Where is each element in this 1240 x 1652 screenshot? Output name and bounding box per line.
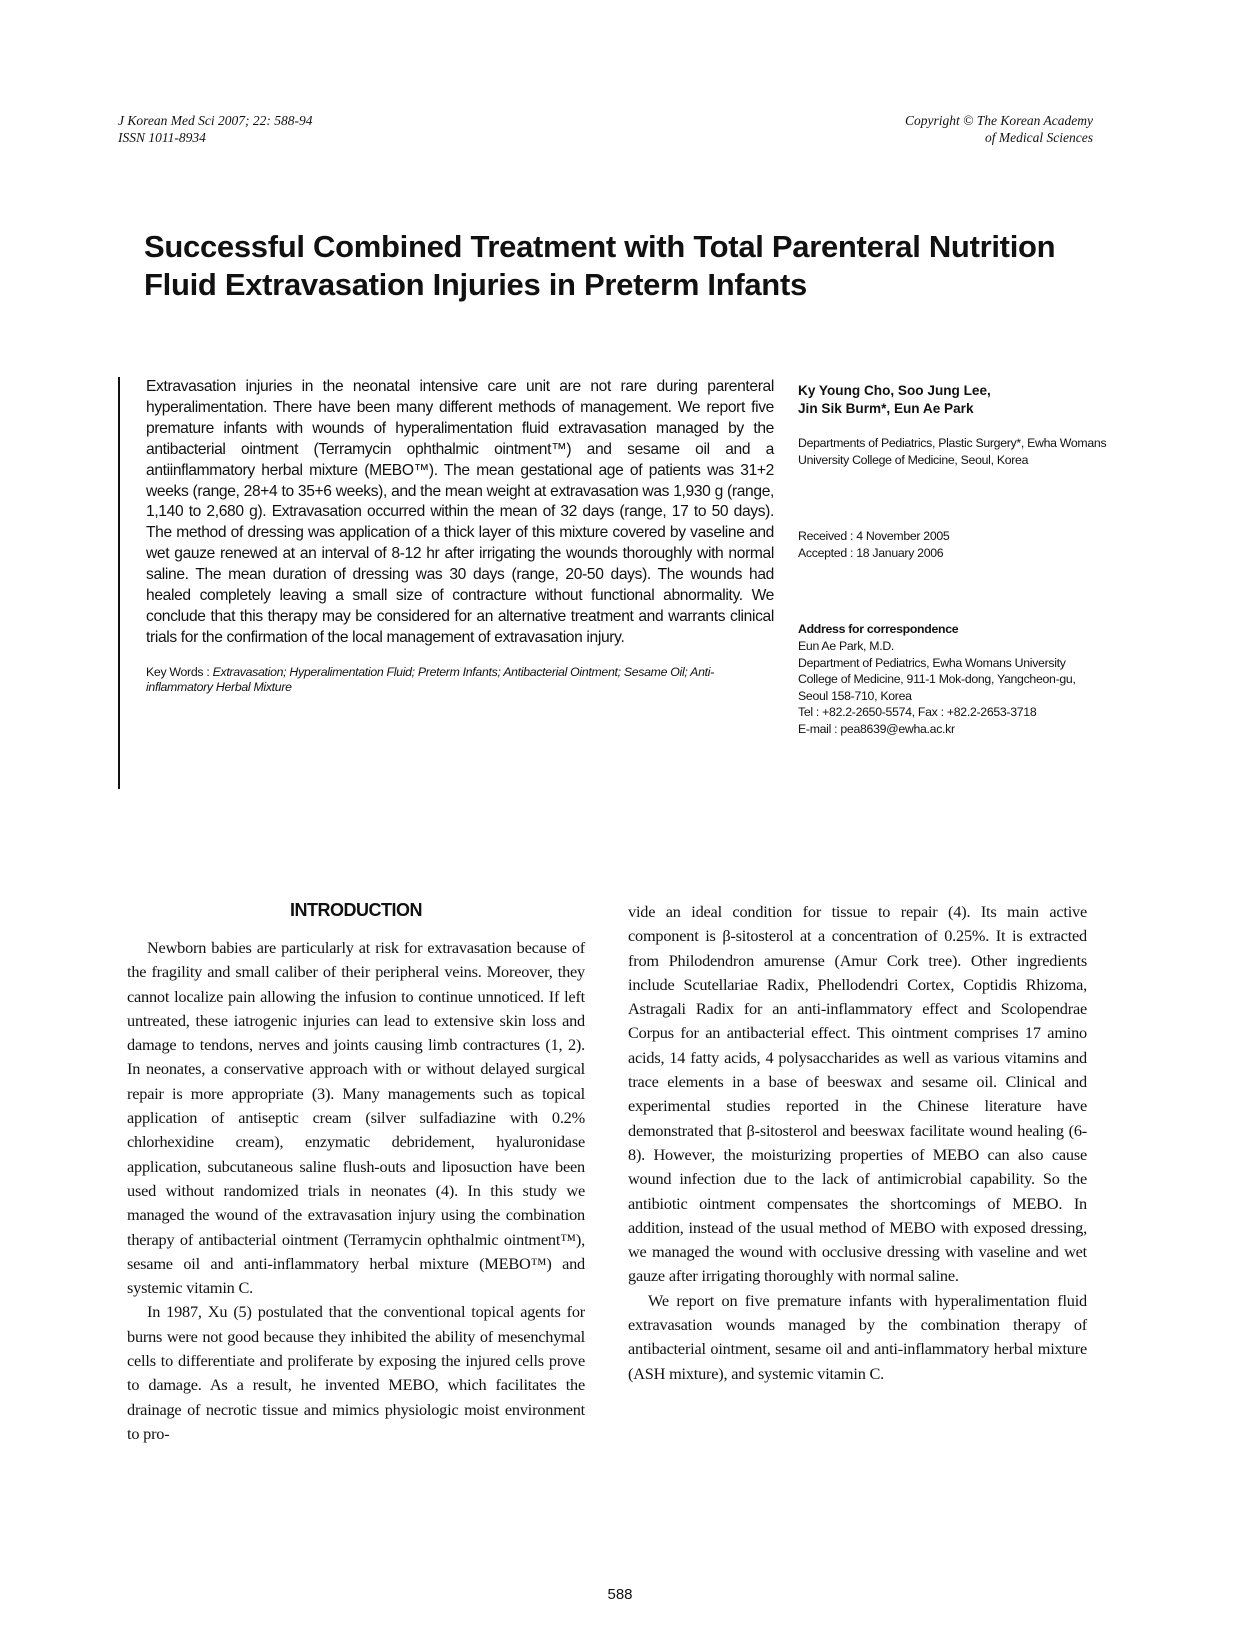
abstract-text: Extravasation injuries in the neonatal intensive care unit are not rare during parenteral hyperalimentation. There have been many different methods of management. We report five premature infants with wounds of hyperalimentation fluid extravasation managed by the antibacterial ointment (Terramycin ophthalmic ointment™) and sesame oil and a antiinflammatory herbal mixture (MEBO™). The mean gestational age of patients was 31+2 weeks (range, 28+4 to 35+6 weeks), and the mean weight at extravasation was 1,930 g (range, 1,140 to 2,680 g). Extravasation occurred within the mean of 32 days (range, 17 to 50 days). The method of dressing was application of a thick layer of this mixture covered by vaseline and wet gauze renewed at an interval of 8-12 hr after irrigating the wounds thoroughly with normal saline. The mean duration of dressing was 30 days (range, 20-50 days). The wounds had healed completely leaving a small size of contracture without functional abnormality. We conclude that this therapy may be considered for an alternative treatment and warrants clinical trials for the confirmation of the local management of extravasation injury. [146,378,774,646]
keywords [146,665,774,696]
received-date: Received : 4 November 2005 [798,529,950,544]
author-sidebar [798,382,1108,738]
author-list [798,382,1108,418]
copyright-line: of Medical Sciences [985,130,1093,145]
copyright-notice [905,112,1093,146]
journal-citation [118,112,312,146]
correspondence-line: College of Medicine, 911-1 Mok-dong, Yangcheon-gu, [798,672,1076,687]
abstract [118,377,774,789]
keywords-list: Extravasation; Hyperalimentation Fluid; Preterm Infants; Antibacterial Ointment; Sesame Oil; Anti-inflammatory Herbal Mixture [146,664,714,695]
correspondence-line: Eun Ae Park, M.D. [798,638,895,653]
correspondence-line: Department of Pediatrics, Ewha Womans University [798,655,1066,670]
body-paragraph: Newborn babies are particularly at risk for extravasation because of the fragility and small caliber of their peripheral veins. Moreover, they cannot localize pain allowing the infusion to continue unnoticed. If left untreated, these iatrogenic injuries can lead to extensive skin loss and damage to tendons, nerves and joints causing limb contractures (1, 2). In neonates, a conservative approach with or without delayed surgical repair is more appropriate (3). Many managements such as topical application of antiseptic cream (silver sulfadiazine with 0.2% chlorhexidine cream), enzymatic debridement, hyaluronidase application, subcutaneous saline flush-outs and liposuction have been used without randomized trials in neonates (4). In this study we managed the wound of the extravasation injury using the combination therapy of antibacterial ointment (Terramycin ophthalmic ointment™), sesame oil and anti-inflammatory herbal mixture (MEBO™) and systemic vitamin C. [127,938,585,1298]
author-line: Jin Sik Burm*, Eun Ae Park [798,401,974,416]
correspondence-line: Tel : +82.2-2650-5574, Fax : +82.2-2653-3718 [798,705,1037,720]
accepted-date: Accepted : 18 January 2006 [798,545,944,560]
correspondence-heading: Address for correspondence [798,622,959,637]
body-column-right [628,900,1087,1386]
copyright-line: Copyright © The Korean Academy [905,113,1093,128]
keywords-label: Key Words : [146,664,213,679]
section-heading: INTRODUCTION [290,900,422,920]
journal-citation-line: J Korean Med Sci 2007; 22: 588-94 [118,113,313,128]
body-paragraph: We report on five premature infants with hyperalimentation fluid extravasation wounds managed by the combination therapy of antibacterial ointment, sesame oil and anti-inflammatory herbal mixture (ASH mixture), and systemic vitamin C. [628,1290,1087,1383]
article-dates [798,528,1108,561]
email-line: E-mail : pea8639@ewha.ac.kr [798,721,955,736]
page-number: 588 [607,1586,633,1603]
correspondence-line: Seoul 158-710, Korea [798,688,912,703]
affiliation: Departments of Pediatrics, Plastic Surgery*, Ewha Womans University College of Medicine, Seoul, Korea [798,436,1107,467]
issn-line: ISSN 1011-8934 [118,130,206,145]
author-line: Ky Young Cho, Soo Jung Lee, [798,383,991,398]
body-column-left [127,900,585,1446]
correspondence-address [798,638,1108,738]
body-paragraph: In 1987, Xu (5) postulated that the conventional topical agents for burns were not good because they inhibited the ability of mesenchymal cells to differentiate and proliferate by exposing the injured cells prove to damage. As a result, he invented MEBO, which facilitates the drainage of necrotic tissue and mimics physiologic moist environment to pro- [127,1302,585,1443]
body-paragraph: vide an ideal condition for tissue to repair (4). Its main active component is β-sitosterol at a concentration of 0.25%. It is extracted from Philodendron amurense (Amur Cork tree). Other ingredients include Scutellariae Radix, Phellodendri Cortex, Coptidis Rhizoma, Astragali Radix for an anti-inflammatory effect and Scolopendrae Corpus for an antibacterial effect. This ointment comprises 17 amino acids, 14 fatty acids, 4 polysaccharides as well as various vitamins and trace elements in a base of beeswax and sesame oil. Clinical and experimental studies reported in the Chinese literature have demonstrated that β-sitosterol and beeswax facilitate wound healing (6-8). However, the moisturizing properties of MEBO can also cause wound infection due to the lack of antimicrobial capability. So the antibiotic ointment compensates the shortcomings of MEBO. In addition, instead of the usual method of MEBO with exposed dressing, we managed the wound with occlusive dressing with vaseline and wet gauze after irrigating thoroughly with normal saline. [628,902,1087,1286]
article-title: Successful Combined Treatment with Total Parenteral Nutrition Fluid Extravasation Injuries in Preterm Infants [144,229,1056,302]
